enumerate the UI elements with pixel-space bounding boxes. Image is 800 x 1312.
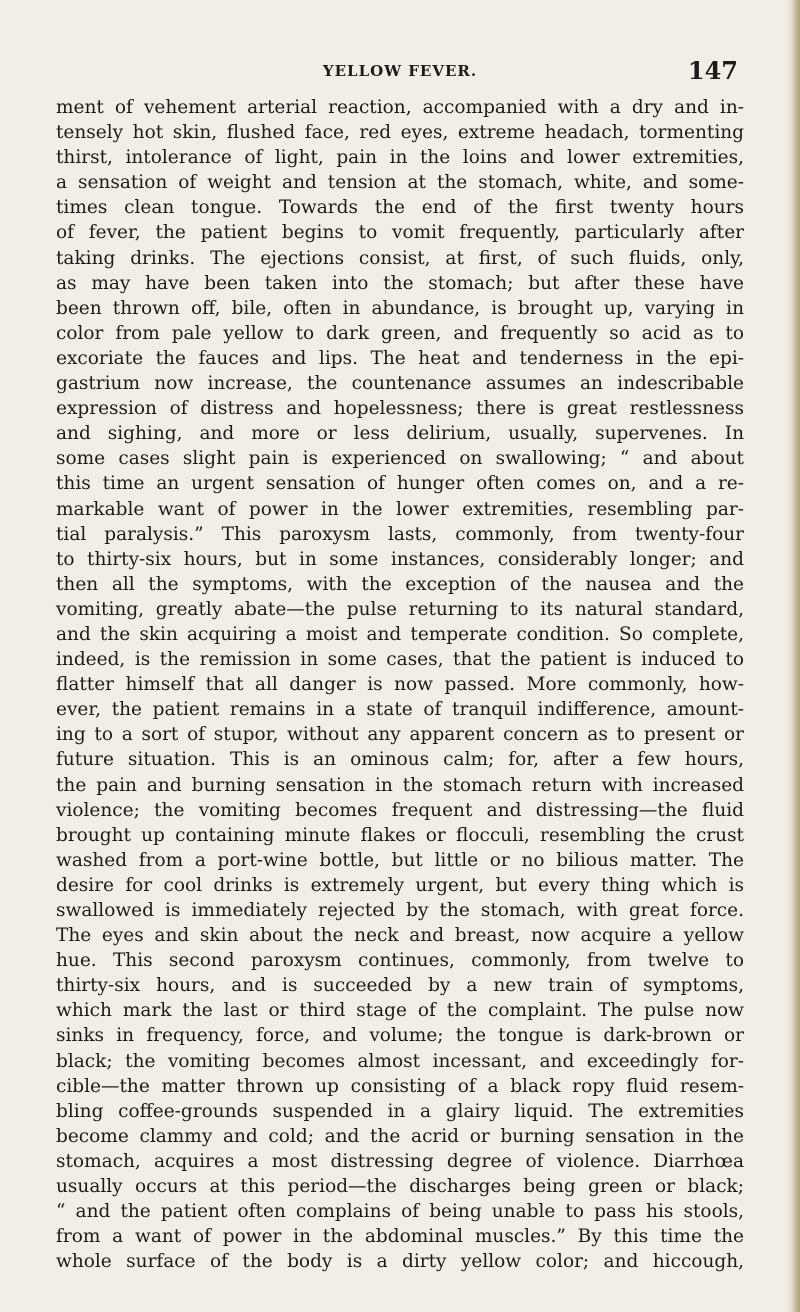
text-line: stomach, acquires a most distressing degree of violence. Diarrhœa: [56, 1150, 744, 1172]
text-line: of fever, the patient begins to vomit frequently, particularly after: [56, 222, 744, 244]
text-line: The eyes and skin about the neck and breast, now acquire a yellow: [56, 925, 744, 947]
text-line: taking drinks. The ejections consist, at first, of such fluids, only,: [56, 247, 744, 269]
text-line: thirty-six hours, and is succeeded by a new train of symptoms,: [56, 975, 744, 997]
text-line: this time an urgent sensation of hunger often comes on, and a re-: [56, 473, 744, 495]
text-line: a sensation of weight and tension at the stomach, white, and some-: [56, 172, 744, 194]
text-line: swallowed is immediately rejected by the stomach, with great force.: [56, 900, 744, 921]
text-line: excoriate the fauces and lips. The heat and tenderness in the epi-: [56, 347, 744, 369]
running-head: [0, 56, 800, 86]
text-line: desire for cool drinks is extremely urgent, but every thing which is: [56, 874, 744, 896]
text-line: ment of vehement arterial reaction, accompanied with a dry and in-: [56, 97, 744, 118]
text-line: from a want of power in the abdominal muscles.” By this time the: [56, 1226, 744, 1248]
text-line: to thirty-six hours, but in some instances, considerably longer; and: [56, 548, 744, 570]
text-line: indeed, is the remission in some cases, that the patient is induced to: [56, 649, 744, 671]
text-line: the pain and burning sensation in the stomach return with increased: [56, 774, 744, 796]
text-line: and the skin acquiring a moist and temperate condition. So complete,: [56, 623, 744, 645]
text-line: thirst, intolerance of light, pain in the loins and lower extremities,: [56, 147, 744, 169]
text-line: black; the vomiting becomes almost incessant, and exceedingly for-: [56, 1050, 744, 1072]
text-line: vomiting, greatly abate—the pulse returning to its natural standard,: [56, 598, 744, 620]
text-line: flatter himself that all danger is now passed. More commonly, how-: [56, 674, 744, 696]
text-line: some cases slight pain is experienced on swallowing; “ and about: [56, 448, 744, 470]
text-line: ing to a sort of stupor, without any apparent concern as to present or: [56, 724, 744, 746]
text-line: tial paralysis.” This paroxysm lasts, commonly, from twenty-four: [56, 523, 744, 545]
page-edge: [786, 0, 800, 1312]
text-line: ever, the patient remains in a state of tranquil indifference, amount-: [56, 699, 744, 721]
text-line: then all the symptoms, with the exception of the nausea and the: [56, 573, 744, 595]
text-line: cible—the matter thrown up consisting of a black ropy fluid resem-: [56, 1075, 744, 1097]
text-line: hue. This second paroxysm continues, commonly, from twelve to: [56, 950, 744, 972]
text-line: been thrown off, bile, often in abundance, is brought up, varying in: [56, 297, 744, 319]
text-line: “ and the patient often complains of being unable to pass his stools,: [56, 1201, 744, 1223]
text-line: color from pale yellow to dark green, and frequently so acid as to: [56, 322, 744, 344]
text-line: whole surface of the body is a dirty yellow color; and hiccough,: [56, 1251, 744, 1273]
text-line: usually occurs at this period—the discharges being green or black;: [56, 1176, 744, 1198]
text-line: gastrium now increase, the countenance assumes an indescribable: [56, 373, 744, 395]
text-line: violence; the vomiting becomes frequent and distressing—the fluid: [56, 799, 744, 821]
text-line: and sighing, and more or less delirium, usually, supervenes. In: [56, 423, 744, 445]
text-line: bling coffee-grounds suspended in a glairy liquid. The extremities: [56, 1100, 744, 1122]
text-line: which mark the last or third stage of the complaint. The pulse now: [56, 1000, 744, 1022]
text-line: sinks in frequency, force, and volume; the tongue is dark-brown or: [56, 1025, 744, 1047]
text-line: washed from a port-wine bottle, but little or no bilious matter. The: [56, 849, 744, 871]
body-text: [56, 95, 744, 1274]
text-line: become clammy and cold; and the acrid or burning sensation in the: [56, 1125, 744, 1147]
running-title: YELLOW FEVER.: [322, 62, 478, 80]
page-number: 147: [687, 56, 738, 85]
text-line: expression of distress and hopelessness; there is great restlessness: [56, 398, 744, 420]
text-line: brought up containing minute flakes or flocculi, resembling the crust: [56, 824, 744, 846]
text-line: times clean tongue. Towards the end of the first twenty hours: [56, 197, 744, 219]
text-line: tensely hot skin, flushed face, red eyes, extreme headach, tormenting: [56, 122, 744, 144]
text-line: markable want of power in the lower extremities, resembling par-: [56, 498, 744, 520]
text-line: as may have been taken into the stomach; but after these have: [56, 272, 744, 294]
text-line: future situation. This is an ominous calm; for, after a few hours,: [56, 749, 744, 771]
